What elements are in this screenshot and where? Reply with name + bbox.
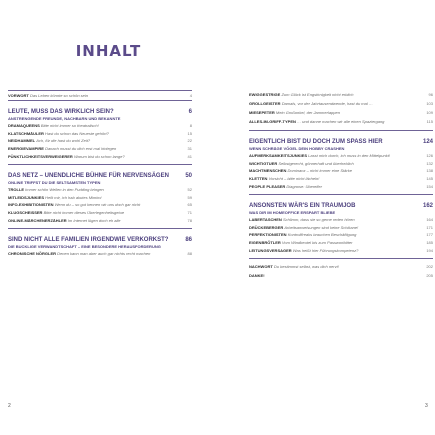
page-number: 6 <box>188 109 192 115</box>
toc-entry-vorwort[interactable]: VORWORT Das Leben könnte so schön sein 4 <box>8 93 192 98</box>
section-heading[interactable]: ANSONSTEN WÄR'S EIN TRAUMJOB WAS DIR IM HOMEOFFICE ERSPART BLIEBE 162 <box>249 202 433 215</box>
divider <box>8 228 192 229</box>
toc-entry[interactable]: PEOPLE PLEASER Diagnose: Überelfer 154 <box>249 183 433 189</box>
toc-entry[interactable]: ENERGIEVAMPIRE Danach musst du dich erst mal hinlegen 31 <box>8 146 192 152</box>
toc-entry[interactable]: TROLLE Immer schön Wellen in den Pudding bringen 52 <box>8 187 192 193</box>
page-number: 124 <box>422 139 433 145</box>
page-title: INHALT <box>75 42 142 60</box>
toc-entry[interactable]: ALLES-IM-GRIFF-TYPEN … und danne machen wir alle einen Spaziergang 115 <box>249 119 433 124</box>
toc-entry[interactable]: INFO-EXHIBITIONISTEN Wenn du – so gut kennen wir uns doch gar nicht 65 <box>8 202 192 208</box>
toc-entry[interactable]: KLETTEN Vorsicht – bitte nicht lächeln! 145 <box>249 176 433 182</box>
toc-entry[interactable]: EWIGGESTRIGE Zum Glück ist Engstirnigkeit nicht erblich 96 <box>249 92 433 97</box>
toc-entry[interactable]: PERFEKTIONISTEN Kontrollfreaks brauchen Beschäftigung 177 <box>249 232 433 238</box>
section-heading[interactable]: EIGENTLICH BIST DU DOCH ZUM SPASS HIER WENN SCHRÄGE VÖGEL DEIN HOBBY CRASHEN 124 <box>249 139 433 151</box>
toc-entry[interactable]: LEITUNGSVERSAGER Was heißt hier Führungskompetenz? 194 <box>249 247 433 253</box>
toc-entry[interactable]: WICHTIGTUER Selbstgerecht, gönnerhaft und überheblich 132 <box>249 160 433 166</box>
divider <box>249 194 433 195</box>
section-heading[interactable]: DAS NETZ – UNENDLICHE BÜHNE FÜR NERVENSÄGEN ONLINE TRIFFST DU DIE SELTSAMSTEN TYPEN 50 <box>8 172 192 185</box>
divider <box>249 258 433 259</box>
divider <box>249 130 433 131</box>
toc-entry[interactable]: MACHTMENSCHEN Dominanz – nicht immer eine Stärke 138 <box>249 168 433 174</box>
page-number: 162 <box>422 202 433 209</box>
toc-entry[interactable]: MIESEPETER Mein Großonkel, der Jammerlappen 109 <box>249 110 433 115</box>
toc-entry[interactable]: PÜNKTLICHKEITSVERWEIGERER Warum bist du schon lange? 41 <box>8 153 192 159</box>
toc-entry[interactable]: DRÜCKEBERGER Arbeitsanweisungen sind keine Schikane! 171 <box>249 224 433 230</box>
page-number: 4 <box>189 93 192 98</box>
page-number: 86 <box>185 236 192 243</box>
page-number-right: 3 <box>425 403 428 409</box>
toc-entry[interactable]: KLATSCHMÄULER Hast du schon das Neueste gehört? 15 <box>8 130 192 136</box>
toc-entry[interactable]: AUFMERKSAMKEITSJUNKIES Lasst mich durch, ich muss in den Mittelpunkt! 126 <box>249 153 433 159</box>
toc-entry-nachwort[interactable]: NACHWORT Du bestimmst selbst, was dich nervt! 202 <box>249 263 433 269</box>
page-number-left: 2 <box>8 403 11 409</box>
toc-entry[interactable]: DRAMAQUEENS Bitte nicht immer so theatralisch! 8 <box>8 123 192 129</box>
section-heading[interactable]: LEUTE, MUSS DAS WIRKLICH SEIN? ANSTRENGENDE FREUNDE, NACHBARN UND BEKANNTE 6 <box>8 109 192 121</box>
toc-entry[interactable]: NEIDHAMMEL Ach, für die hast du wohl Zeit? 22 <box>8 138 192 144</box>
toc-entry[interactable]: KLUGSCHEISSER Bitte nicht immer dieses Überlegenheitsgetue 71 <box>8 210 192 216</box>
divider <box>8 164 192 165</box>
toc-entry-danke[interactable]: DANKE! 205 <box>249 272 433 278</box>
toc-entry[interactable]: LABERTASCHEN Schlimm, dass sie so gerne reden hören 164 <box>249 217 433 223</box>
toc-entry[interactable]: MITLEIDSJUNKIES Heilt mir, ich hab akutes Mimimi 59 <box>8 194 192 200</box>
toc-entry[interactable]: GROLLGEISTER Damals, vor der Jahrtausendwende, hast du mal … 103 <box>249 101 433 106</box>
toc-entry[interactable]: CHRONISCHE NÖRGLER Denen kann man aber auch gar nichts recht machen 88 <box>8 251 192 257</box>
toc-entry[interactable]: EIGENBRÖTLER Vom Windbeutel bis zum Passwortbitter 185 <box>249 240 433 246</box>
page-number: 50 <box>185 172 192 179</box>
section-heading[interactable]: SIND NICHT ALLE FAMILIEN IRGENDWIE VERKORKST? DIE BUCKLIGE VERWANDTSCHAFT – EINE BESONDERE HERAUSFORDERUNG 86 <box>8 236 192 249</box>
divider <box>8 100 192 101</box>
toc-right-column <box>249 90 433 280</box>
toc-entry[interactable]: ONLINE-MÄRCHENERZÄHLER Im Internet lügen doch eh alle 78 <box>8 217 192 223</box>
toc-left-column <box>8 90 192 258</box>
